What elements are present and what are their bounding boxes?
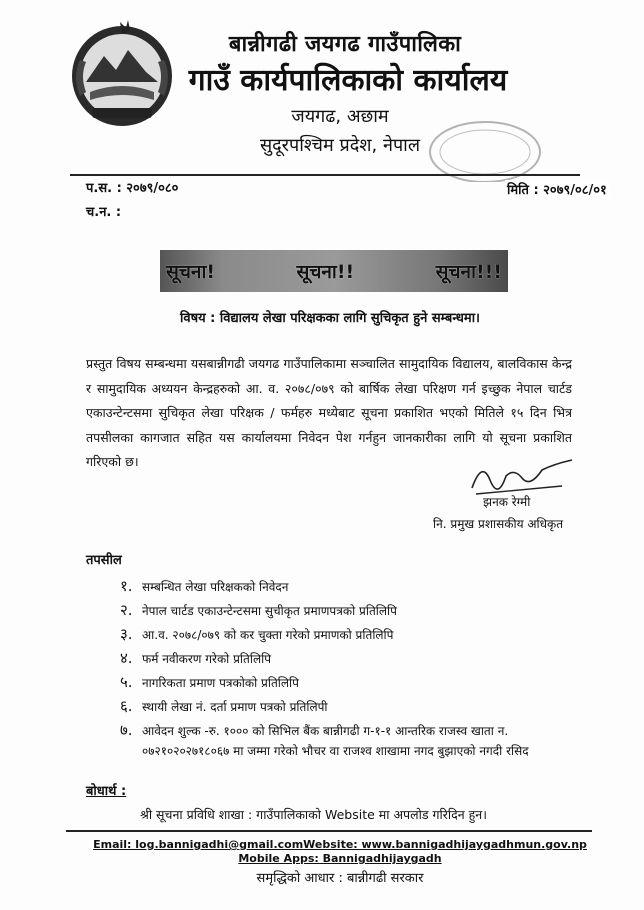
notice-label-2: सूचना!! [296,261,355,283]
footer-divider [66,830,592,832]
signatory-title: नि. प्रमुख प्रशासकीय अधिकृत [433,517,564,531]
notice-banner [160,250,508,292]
notice-body: प्रस्तुत विषय सम्बन्धमा यसबान्नीगढी जयगढ गाउँपालिकामा सञ्चालित सामुदायिक विद्यालय, बालविकास केन्द्र र सामुदायिक अध्ययन केन्द्रहरुको आ. व. २०७८/०७९ को बार्षिक लेखा परिक्षण गर्न इच्छुक नेपाल चार्टड एकाउन्टेन्टसमा सुचिकृत लेखा परिक्षक / फर्महरु मध्येबाट सूचना प्रकाशित भएको मितिले १५ दिन भित्र तपसीलका कागजात सहित यस कार्यालयमा निवेदन पेश गर्नहुन जानकारीका लागि यो सूचना प्रकाशित गरिएको छ। [86,356,572,469]
subject-line: विषय : विद्यालय लेखा परिक्षकका लागि सुचिकृत हुने सम्बन्धमा। [180,311,480,326]
letter-number: प.स. : २०७९/०८० [86,181,179,196]
list-item: ५. नागरिकता प्रमाण पत्रकोको प्रतिलिपि [120,673,299,691]
office-stamp [425,112,545,182]
footer-contact [90,838,590,851]
cc-heading: बोधार्थ : [86,784,127,799]
notice-label-1: सूचना! [166,261,216,283]
dispatch-number: च.न. : [86,205,122,220]
list-item: ७. आवेदन शुल्क -रु. १००० को सिभिल बैंक बान्नीगढी ग-१-१ आन्तरिक राजस्व खाता न. [120,721,509,739]
list-item: ४. फर्म नवीकरण गरेको प्रतिलिपि [120,649,272,667]
cc-text: श्री सूचना प्रविधि शाखा : गाउँपालिकाको Website मा अपलोड गरिदिन हुन। [140,807,487,822]
office-name: गाउँ कार्यपालिकाको कार्यालय [188,63,508,98]
list-item: १. सम्बन्धित लेखा परिक्षकको निवेदन [120,577,289,595]
municipality-emblem-logo [66,20,178,132]
email-link[interactable]: Email: log.bannigadhi@gmail.com [93,838,304,851]
footer-motto: समृद्धिको आधार : बान्नीगढी सरकार [256,871,424,886]
signatory-name: झनक रेग्मी [483,495,531,509]
list-item: २. नेपाल चार्टड एकाउन्टेन्टसमा सुचीकृत प्रमाणपत्रको प्रतिलिपि [120,601,397,619]
details-heading: तपसील [86,553,122,568]
mobile-apps-link[interactable]: Mobile Apps: Bannigadhijaygadh [238,852,442,865]
office-location: जयगढ, अछाम [291,106,389,127]
details-list [120,574,560,742]
province-country: सुदूरपश्चिम प्रदेश, नेपाल [259,135,421,156]
list-item-continuation: ०७२१०२०२७१८०६७ मा जम्मा गरेको भौचर वा राजश्व शाखामा नगद बुझाएको नगदी रसिद [142,744,529,758]
list-item: ३. आ.व. २०७८/०७९ को कर चुक्ता गरेको प्रमाणको प्रतिलिपि [120,625,394,643]
website-link[interactable]: Website: www.bannigadhijaygadhmun.gov.np [303,838,587,851]
header-divider [70,174,580,176]
municipality-name: बान्नीगढी जयगढ गाउँपालिका [228,32,462,57]
notice-label-3: सूचना!!! [435,261,502,283]
list-item: ६. स्थायी लेखा नं. दर्ता प्रमाण पत्रको प्रतिलिपी [120,697,328,715]
letter-date: मिति : २०७९/०८/०१ [505,180,609,198]
